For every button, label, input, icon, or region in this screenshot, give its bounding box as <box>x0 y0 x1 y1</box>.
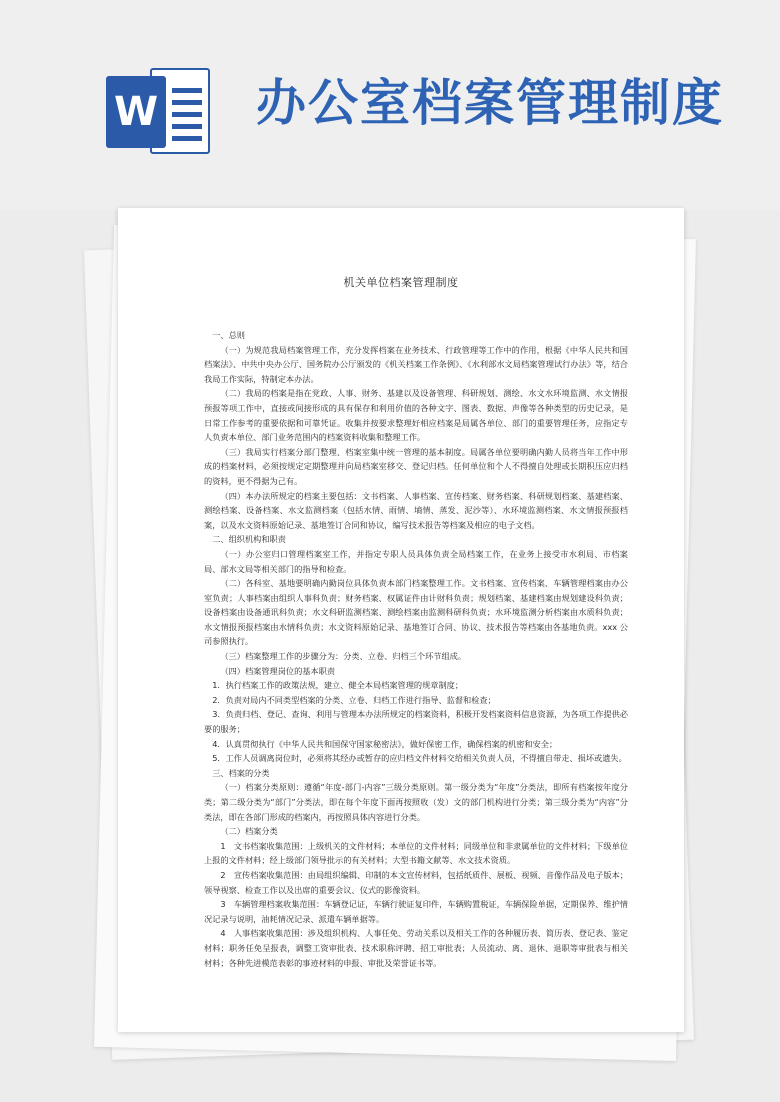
document-title: 机关单位档案管理制度 <box>343 276 459 289</box>
list-item: 2．负责对局内不同类型档案的分类、立卷、归档工作进行指导、监督和检查； <box>212 694 496 705</box>
paragraph: （二）我局的档案是指在党政、人事、财务、基建以及设备管理、科研规划、测绘、水文水环境监测、水文情报预报等项工作中，直接或间接形成的具有保存和利用价值的各种文字、图表、数据、声像等各种类型的历史记录，是日常工作参考的重要依据和可靠凭证。收集并按要求整理好相应档案是局属各单位、部门的重要管理任务，应指定专人负责本单位、部门业务范围内的档案资料收集和整理工作。 <box>204 388 628 443</box>
banner <box>0 0 780 210</box>
list-item: 4．认真贯彻执行《中华人民共和国保守国家秘密法》，做好保密工作，确保档案的机密和安全； <box>212 738 558 749</box>
paragraph: （四）档案管理岗位的基本职责 <box>220 665 336 676</box>
paragraph: （二）各科室、基地要明确内勤岗位具体负责本部门档案整理工作。文书档案、宣传档案、车辆管理档案由办公室负责；人事档案由组织人事科负责；财务档案、权属证件由计财科负责；规划档案、基建档案由规划建设科负责；设备档案由设备通讯科负责；水文科研监测档案、测绘档案由监测科研科负责；水环境监测分析档案由水质科负责；水文情报预报档案由水情科负责；水文资料原始记录、基地签订合同、协议、技术报告等档案由各基地负责。xxx 公司参照执行。 <box>204 578 628 647</box>
paragraph: （一）为规范我局档案管理工作，充分发挥档案在业务技术、行政管理等工作中的作用，根据《中华人民共和国档案法》、中共中央办公厅、国务院办公厅颁发的《机关档案工作条例》、《水利部水文局档案管理试行办法》等，结合我局工作实际，特制定本办法。 <box>204 344 628 384</box>
word-icon-letter: W <box>106 76 166 148</box>
paragraph: （一）档案分类原则：遵循“年度-部门-内容”三级分类原则。第一级分类为“年度”分类法，即所有档案按年度分类；第二级分类为“部门”分类法，即在每个年度下面再按照收（发）文的部门机构进行分类；第三级分类为“内容”分类法，即在各部门形成的档案内，再按照具体内容进行分类。 <box>204 782 628 822</box>
document-page <box>118 208 684 1032</box>
paragraph: （三）档案整理工作的步骤分为：分类、立卷、归档三个环节组成。 <box>220 651 467 662</box>
section-heading: 二、组织机构和职责 <box>212 534 286 545</box>
list-item: 4 人事档案收集范围：涉及组织机构、人事任免、劳动关系以及相关工作的各种履历表、简历表、登记表、鉴定材料；职务任免呈报表，调整工资审批表、技术职称评聘、招工审批表；人员流动、离、退休、退职等审批表与相关材料；各种先进模范表彰的事迹材料的申报、审批及荣誉证书等。 <box>204 928 628 968</box>
section-heading: 一、总则 <box>212 330 245 340</box>
list-item: 1．执行档案工作的政策法规，建立、健全本局档案管理的规章制度； <box>212 680 464 691</box>
word-document-icon <box>106 68 210 154</box>
list-item: 3 车辆管理档案收集范围：车辆登记证，车辆行驶证复印件，车辆购置税证，车辆保险单据，定期保养、维护情况记录与说明，油耗情况记录、派遣车辆单据等。 <box>204 899 628 924</box>
section-heading: 三、档案的分类 <box>212 767 270 778</box>
banner-title: 办公室档案管理制度 <box>256 74 724 132</box>
paragraph: （三）我局实行档案分部门整理、档案室集中统一管理的基本制度。局属各单位要明确内勤人员将当年工作中形成的档案材料，必须按规定定期整理并向局档案室移交、登记归档。任何单位和个人不得擅自处理或长期积压应归档的资料，更不得据为己有。 <box>204 446 628 486</box>
list-item: 5．工作人员调离岗位时，必须将其经办或暂存的应归档文件材料交给相关负责人员，不得擅自带走、损坏或遗失。 <box>212 753 627 764</box>
paragraph: （一）办公室归口管理档案室工作，并指定专职人员具体负责全局档案工作，在业务上接受市水利局、市档案局、部水文局等相关部门的指导和检查。 <box>204 548 628 574</box>
paragraph: （四）本办法所规定的档案主要包括：文书档案、人事档案、宣传档案、财务档案、科研规划档案、基建档案、测绘档案、设备档案、水文监测档案（包括水情、雨情、墒情、蒸发、泥沙等）、水环境监测档案、水文情报预报档案，以及水文资料原始记录、基地签订合同和协议，编写技术报告等档案及相应的电子文档。 <box>204 490 628 530</box>
list-item: 3．负责归档、登记、查询、利用与管理本办法所规定的档案资料，积极开发档案资料信息资源，为各项工作提供必要的服务； <box>204 709 628 735</box>
list-item: 2 宣传档案收集范围：由局组织编辑、印制的本文宣传材料，包括纸质件、展板、视频、音像作品及电子版本；领导视察、检查工作以及出席的重要会议、仪式的影像资料。 <box>204 869 628 895</box>
paragraph: （二）档案分类 <box>220 826 278 837</box>
list-item: 1 文书档案收集范围：上级机关的文件材料；本单位的文件材料；同级单位和非隶属单位的文件材料；下级单位上报的文件材料；经上级部门领导批示的有关材料；大型书籍文献等、水文技术资质。 <box>204 840 628 866</box>
